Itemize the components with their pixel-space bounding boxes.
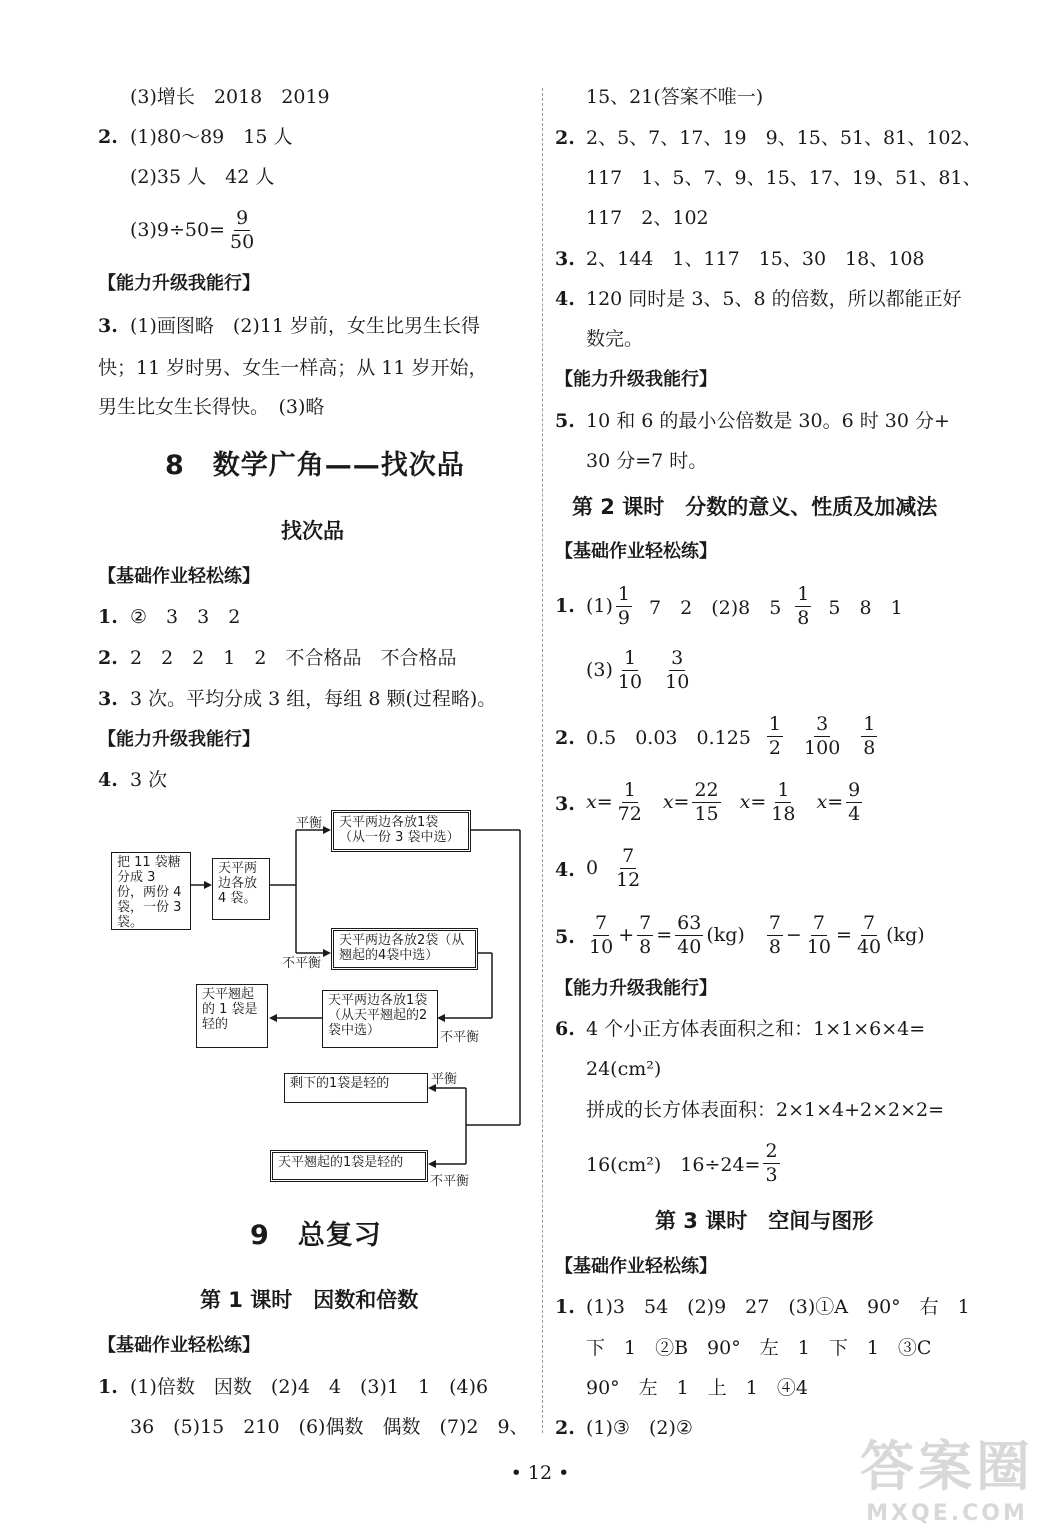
flow-remain-box: 剩下的1袋是轻的 (284, 1073, 428, 1103)
r5-line2: 30 分=7 时。 (586, 450, 708, 472)
f1-number: 1. (555, 595, 575, 617)
label-balance: 平衡 (296, 816, 323, 831)
equals: = (836, 924, 852, 946)
c1-number: 1. (98, 1376, 118, 1398)
q2-part3-text: (3)9÷50= (130, 219, 226, 241)
f1-part1-label: (1) (586, 595, 613, 617)
fraction (767, 712, 783, 759)
f2-number: 2. (555, 727, 575, 749)
flow-top-box: 天平两边各放1袋（从一份 3 袋中选） (331, 810, 471, 852)
b4-answer: 3 次 (130, 769, 168, 791)
r2-number: 2. (555, 127, 575, 149)
r3-number: 3. (555, 248, 575, 270)
fraction (795, 582, 811, 629)
equals: = (596, 791, 613, 813)
fraction (616, 582, 632, 629)
section-ability-header: 【能力升级我能行】 (555, 369, 717, 390)
g1-line3: 90° 左 1 上 1 ④4 (586, 1377, 808, 1399)
numerator: 1 (777, 778, 790, 801)
b4-number: 4. (98, 769, 118, 791)
lesson-1-title: 第 1 课时 因数和倍数 (200, 1288, 419, 1312)
label-unbalance: 不平衡 (440, 1030, 480, 1045)
variable-x: x (662, 791, 674, 813)
denominator: 3 (765, 1163, 778, 1186)
g2-number: 2. (555, 1417, 575, 1439)
denominator: 100 (804, 736, 841, 759)
numerator: 7 (595, 911, 608, 934)
numerator: 9 (236, 206, 249, 229)
fraction (616, 778, 644, 825)
r5-number: 5. (555, 410, 575, 432)
r2-line2: 117 1、5、7、9、15、17、19、51、81、 (586, 167, 982, 189)
plus: + (618, 924, 635, 946)
g1-number: 1. (555, 1296, 575, 1318)
minus: − (785, 924, 802, 946)
r-line0: 15、21(答案不唯一) (586, 86, 764, 108)
b1-answer: ② 3 3 2 (130, 606, 241, 628)
flow-bottom-box: 天平翘起的1袋是轻的 (270, 1150, 428, 1182)
q2-number: 2. (98, 126, 118, 148)
fraction (675, 911, 703, 958)
variable-x: x (816, 791, 828, 813)
c1-line1: (1)倍数 因数 (2)4 4 (3)1 1 (4)6 (130, 1376, 489, 1398)
fraction (663, 646, 691, 693)
b2-answer: 2 2 2 1 2 不合格品 不合格品 (130, 647, 457, 669)
denominator: 8 (797, 606, 810, 629)
section-basic-header: 【基础作业轻松练】 (98, 1335, 260, 1356)
denominator: 50 (230, 230, 255, 253)
q3-line2: 快；11 岁时男、女生一样高；从 11 岁开始， (98, 357, 488, 379)
fraction (805, 911, 833, 958)
g2-answer: (1)③ (2)② (586, 1417, 693, 1439)
numerator: 7 (863, 911, 876, 934)
numerator: 22 (694, 778, 719, 801)
line-growth: (3)增长 2018 2019 (130, 86, 330, 108)
denominator: 40 (677, 935, 702, 958)
denominator: 15 (694, 802, 719, 825)
fraction (855, 911, 883, 958)
f6-line3: 拼成的长方体表面积：2×1×4+2×2×2= (586, 1099, 945, 1121)
fraction (846, 778, 862, 825)
f6-number: 6. (555, 1018, 575, 1040)
f1-line2 (586, 640, 694, 700)
f4-zero: 0 (586, 857, 599, 879)
b1-number: 1. (98, 606, 118, 628)
f6-line2: 24(cm²) (586, 1058, 662, 1080)
numerator: 7 (622, 844, 635, 867)
unit-kg: (kg) (886, 924, 925, 946)
q2-part2: (2)35 人 42 人 (130, 166, 275, 188)
f3-number: 3. (555, 793, 575, 815)
fraction (861, 712, 877, 759)
numerator: 7 (639, 911, 652, 934)
numerator: 1 (623, 646, 637, 669)
f5-line (584, 905, 925, 965)
fraction (637, 911, 653, 958)
numerator: 2 (765, 1139, 778, 1162)
r4-line2: 数完。 (586, 328, 644, 350)
equals: = (827, 791, 844, 813)
label-unbalance: 不平衡 (430, 1174, 470, 1189)
equals: = (656, 924, 673, 946)
flow-step1-box: 天平两边各放 4 袋。 (212, 858, 270, 920)
lesson-3-title: 第 3 课时 空间与图形 (655, 1209, 874, 1233)
f1-values: 5 8 1 (828, 596, 903, 619)
section-basic-header: 【基础作业轻松练】 (555, 1256, 717, 1277)
f1-part3-label: (3) (586, 659, 613, 681)
denominator: 10 (665, 670, 690, 693)
numerator: 1 (797, 582, 810, 605)
flow-mid-box: 天平两边各放2袋（从翘起的4袋中选） (331, 928, 478, 970)
r2-line3: 117 2、102 (586, 207, 709, 229)
denominator: 4 (848, 802, 861, 825)
c1-line2: 36 (5)15 210 (6)偶数 偶数 (7)2 9、 (130, 1416, 529, 1438)
denominator: 10 (589, 935, 614, 958)
numerator: 1 (768, 712, 782, 735)
denominator: 40 (856, 935, 882, 958)
r4-line1: 120 同时是 3、5、8 的倍数，所以都能正好 (586, 288, 962, 310)
r4-number: 4. (555, 288, 575, 310)
f3-line (586, 772, 865, 832)
b3-number: 3. (98, 688, 118, 710)
variable-x: x (586, 791, 597, 813)
q3-number: 3. (98, 315, 118, 337)
equals: = (750, 791, 767, 813)
chapter-8-title: 8 数学广角——找次品 (165, 450, 465, 481)
denominator: 12 (616, 868, 641, 891)
section-basic-header: 【基础作业轻松练】 (98, 566, 260, 587)
f2-decimals: 0.5 0.03 0.125 (586, 726, 751, 749)
flow-left-result-box: 天平翘起的 1 袋是轻的 (196, 984, 268, 1048)
fraction (769, 778, 797, 825)
denominator: 8 (863, 736, 876, 759)
b3-answer: 3 次。平均分成 3 组，每组 8 颗(过程略)。 (130, 688, 497, 710)
section-ability-header: 【能力升级我能行】 (98, 273, 260, 294)
fraction (763, 1139, 779, 1186)
q3-line3: 男生比女生长得快。 (3)略 (98, 396, 325, 418)
numerator: 63 (677, 911, 702, 934)
watermark-logo: 答案圈 (860, 1435, 1034, 1498)
f4-number: 4. (555, 859, 575, 881)
chapter-9-title: 9 总复习 (250, 1220, 382, 1251)
r2-line1: 2、5、7、17、19 9、15、51、81、102、 (586, 127, 982, 149)
q3-line1: (1)画图略 (2)11 岁前，女生比男生长得 (130, 315, 481, 337)
numerator: 3 (671, 646, 684, 669)
denominator: 72 (617, 802, 642, 825)
numerator: 3 (816, 712, 829, 735)
f6-line4 (586, 1133, 783, 1193)
numerator: 1 (623, 778, 636, 801)
numerator: 7 (812, 911, 825, 934)
denominator: 10 (617, 670, 643, 693)
numerator: 9 (848, 778, 861, 801)
fraction (802, 712, 842, 759)
flow-sub-box: 天平两边各放1袋（从天平翘起的2袋中选） (322, 990, 438, 1048)
f1-line1 (586, 576, 903, 636)
fraction (616, 646, 644, 693)
denominator: 18 (771, 802, 796, 825)
fraction (614, 844, 642, 891)
r3-answer: 2、144 1、117 15、30 18、108 (586, 248, 925, 270)
fraction (587, 911, 615, 958)
denominator: 10 (806, 935, 832, 958)
f4-line (586, 838, 645, 898)
watermark (860, 1424, 1034, 1526)
section-ability-header: 【能力升级我能行】 (555, 978, 717, 999)
r5-line1: 10 和 6 的最小公倍数是 30。6 时 30 分+ (586, 410, 950, 432)
watermark-url: MXQE.COM (866, 1501, 1028, 1526)
equals: = (673, 791, 690, 813)
fraction (767, 911, 783, 958)
variable-x: x (739, 791, 751, 813)
f6-line4-text: 16(cm²) 16÷24= (586, 1153, 761, 1176)
denominator: 9 (617, 606, 631, 629)
b2-number: 2. (98, 647, 118, 669)
label-unbalance: 不平衡 (282, 956, 322, 971)
f2-line (586, 706, 880, 766)
lesson-title: 找次品 (281, 519, 344, 543)
denominator: 8 (768, 935, 781, 958)
numerator: 1 (863, 712, 876, 735)
g1-line2: 下 1 ②B 90° 左 1 下 1 ③C (586, 1337, 932, 1359)
label-balance: 平衡 (431, 1072, 458, 1087)
section-basic-header: 【基础作业轻松练】 (555, 541, 717, 562)
fraction (692, 778, 720, 825)
q2-part1: (1)80～89 15 人 (130, 126, 293, 148)
page-number: • 12 • (510, 1462, 570, 1484)
denominator: 8 (639, 935, 652, 958)
f1-values: 7 2 (2)8 5 (649, 596, 782, 619)
numerator: 7 (768, 911, 781, 934)
unit-kg: (kg) (706, 924, 745, 946)
lesson-2-title: 第 2 课时 分数的意义、性质及加减法 (572, 495, 938, 519)
numerator: 1 (617, 582, 631, 605)
denominator: 2 (768, 736, 782, 759)
f5-number: 5. (555, 926, 575, 948)
f6-line1: 4 个小正方体表面积之和：1×1×6×4= (586, 1018, 926, 1040)
g1-line1: (1)3 54 (2)9 27 (3)①A 90° 右 1 (586, 1296, 970, 1318)
flow-start-box: 把 11 袋糖分成 3 份，两份 4 袋，一份 3 袋。 (111, 852, 191, 930)
section-ability-header: 【能力升级我能行】 (98, 729, 260, 750)
